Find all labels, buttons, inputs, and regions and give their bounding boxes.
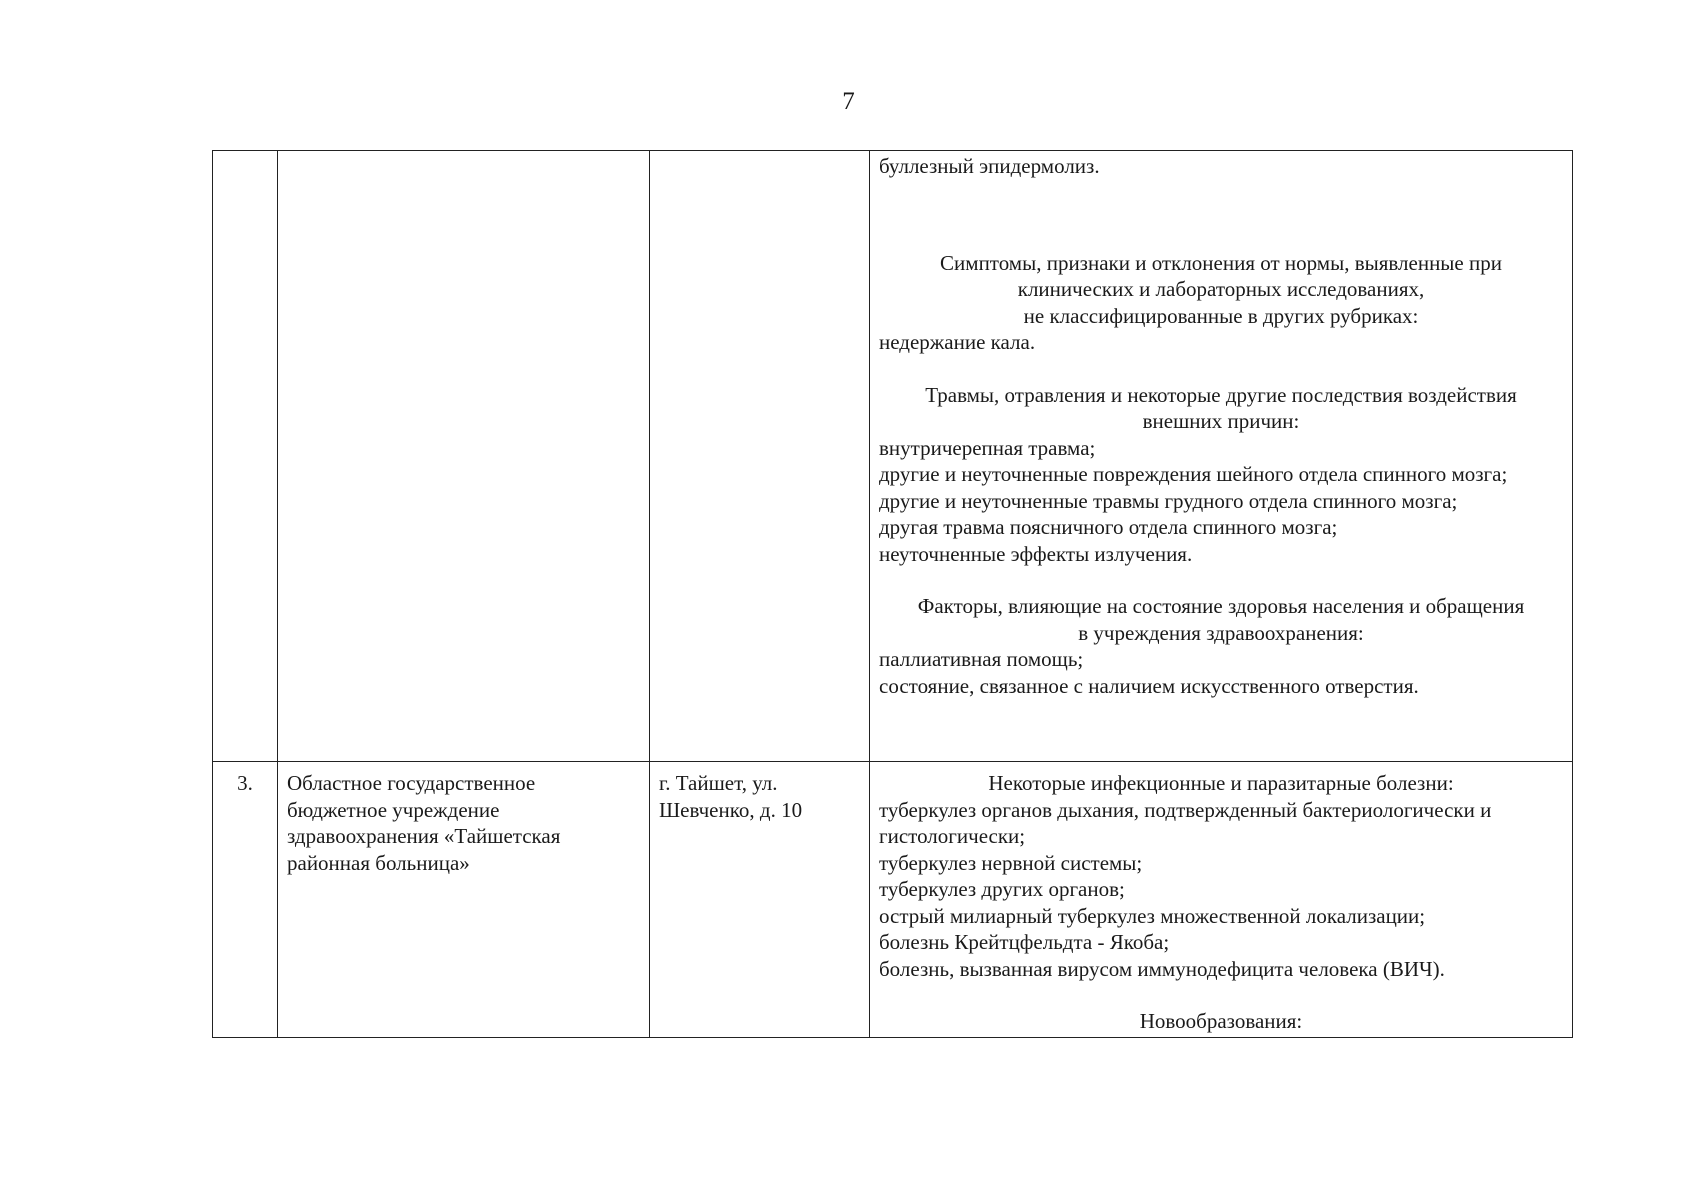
cell-organization (278, 151, 650, 762)
section-heading: Травмы, отравления и некоторые другие последствия воздействия (925, 382, 1517, 407)
section-heading: Новообразования: (1139, 1009, 1303, 1033)
disease-item: неуточненные эффекты излучения. (879, 541, 1193, 566)
disease-item: острый милиарный туберкулез множественной локализации; (879, 903, 1426, 928)
cell-number (213, 151, 278, 762)
table-row (213, 151, 1573, 762)
row-number: 3. (213, 762, 278, 1038)
cell-address (650, 151, 870, 762)
disease-item: другие и неуточненные повреждения шейного отдела спинного мозга; (879, 462, 1508, 486)
section-heading: Факторы, влияющие на состояние здоровья населения и обращения (917, 594, 1525, 618)
disease-item: болезнь, вызванная вирусом иммунодефицита человека (ВИЧ). (879, 956, 1445, 981)
cell-diseases (870, 762, 1573, 1038)
disease-item: другая травма поясничного отдела спинного мозга; (879, 515, 1338, 539)
section-heading: внешних причин: (1142, 409, 1300, 433)
disease-item: внутричерепная травма; (879, 435, 1096, 460)
disease-item: паллиативная помощь; (879, 647, 1084, 671)
disease-item: туберкулез нервной системы; (879, 850, 1143, 875)
hospitals-table (212, 150, 1573, 1038)
table-row (213, 762, 1573, 1038)
disease-item: другие и неуточненные травмы грудного отдела спинного мозга; (879, 488, 1458, 513)
section-heading: в учреждения здравоохранения: (1078, 620, 1364, 645)
section-heading: клинических и лабораторных исследованиях, (1017, 277, 1425, 301)
disease-item: состояние, связанное с наличием искусственного отверстия. (879, 673, 1419, 698)
organization-address: г. Тайшет, ул. Шевченко, д. 10 (650, 762, 870, 1038)
section-heading: Симптомы, признаки и отклонения от нормы, выявленные при (940, 250, 1502, 275)
section-heading: не классифицированные в других рубриках: (1023, 303, 1419, 328)
page-number: 7 (842, 88, 855, 115)
disease-item: туберкулез органов дыхания, подтвержденный бактериологически и гистологически; (879, 797, 1492, 848)
organization-name: Областное государственное бюджетное учреждение здравоохранения «Тайшетская районная больница» (278, 762, 650, 1038)
disease-item: недержание кала. (879, 330, 1036, 354)
section-heading: Некоторые инфекционные и паразитарные болезни: (988, 771, 1454, 795)
disease-item: болезнь Крейтцфельдта - Якоба; (879, 930, 1170, 954)
diseases-line: буллезный эпидермолиз. (879, 154, 1100, 178)
disease-item: туберкулез других органов; (879, 877, 1125, 901)
cell-diseases (870, 151, 1573, 762)
